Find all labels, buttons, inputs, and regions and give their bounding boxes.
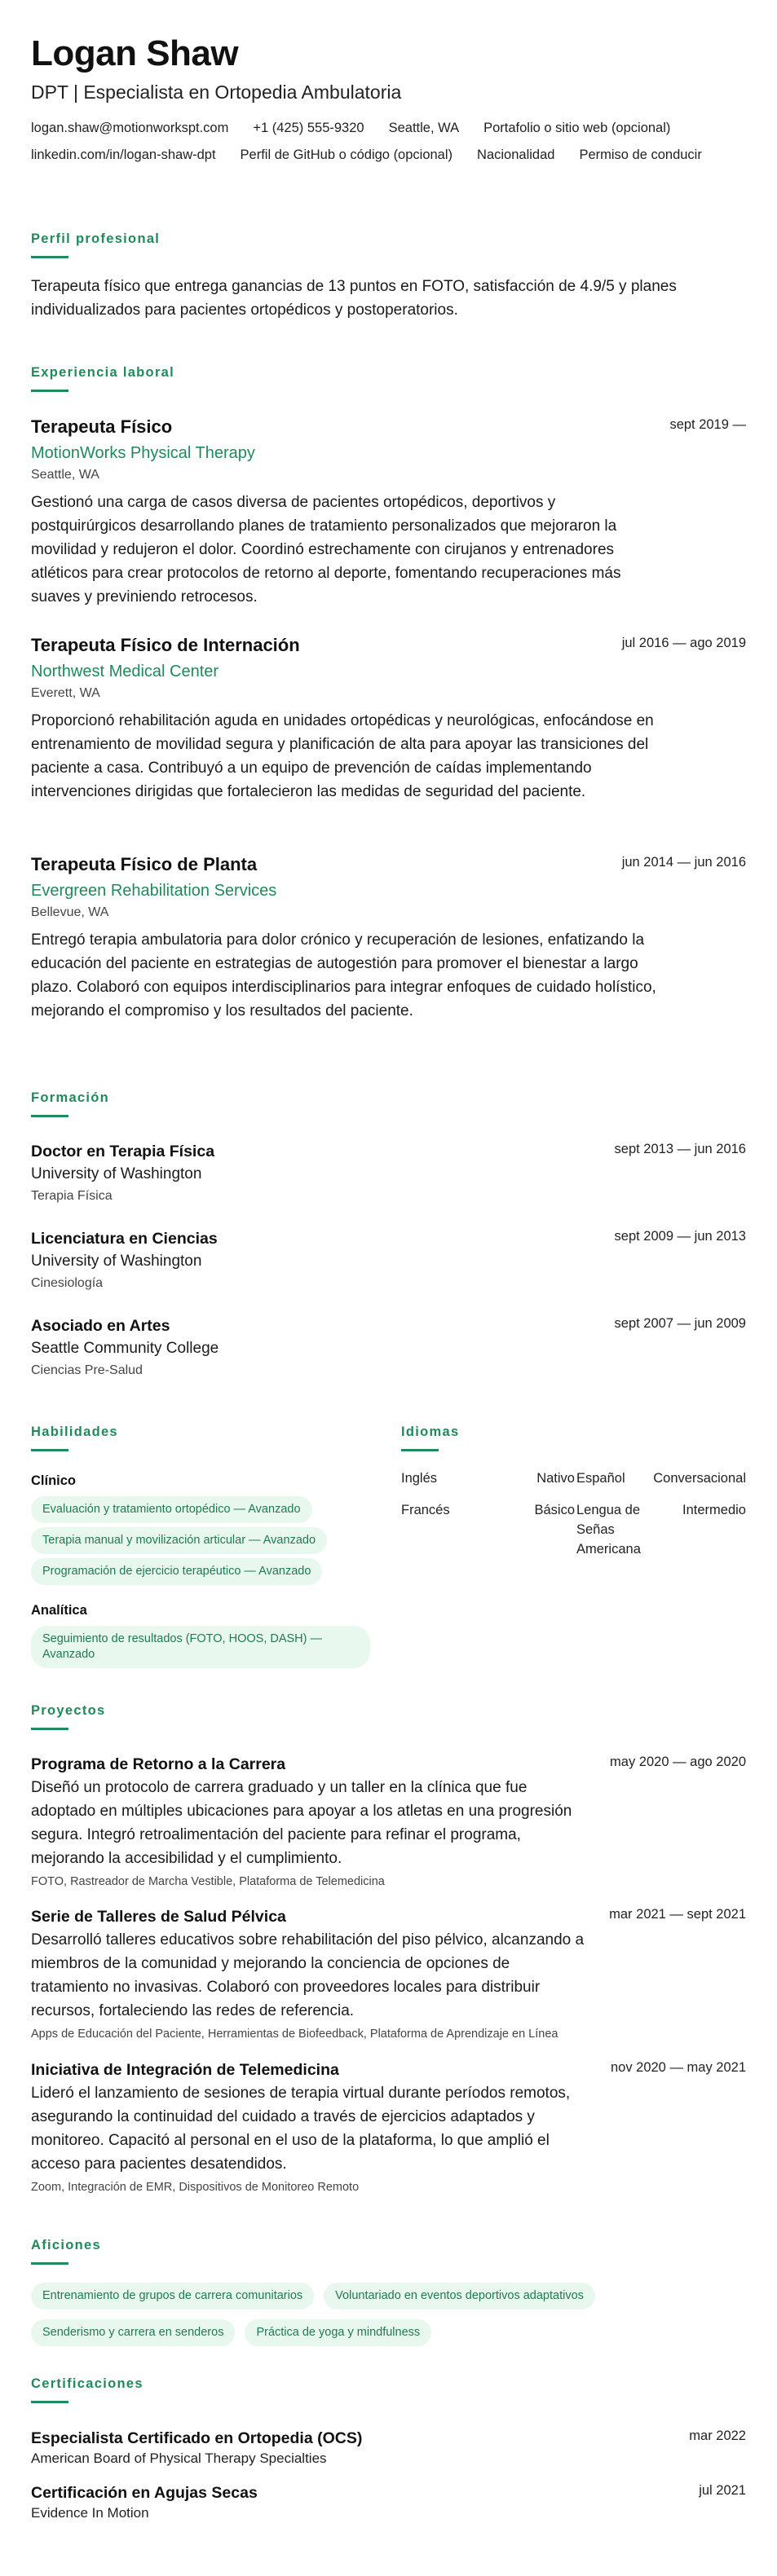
skill-tag: Seguimiento de resultados (FOTO, HOOS, DASH) — Avanzado: [31, 1626, 370, 1668]
job-description: Gestionó una carga de casos diversa de pacientes ortopédicos, deportivos y postquirúrgicos desarrollando planes de tratamiento personalizados que mejoraron la movilidad y redujeron el dolor. Coordinó estrechamente con cirujanos y entrenadores atléticos para crear protocolos de retorno al deporte, fomentando recuperaciones más suaves y previniendo retrocesos.: [31, 494, 621, 605]
skill-category: Analítica: [31, 1603, 87, 1618]
project-title: Iniciativa de Integración de Telemedicina: [31, 2061, 339, 2079]
certification-issuer: American Board of Physical Therapy Specialties: [31, 2451, 327, 2466]
language-name: Francés: [401, 1503, 450, 1517]
certification-date: jul 2021: [699, 2483, 746, 2498]
education-degree: Doctor en Terapia Física: [31, 1143, 215, 1160]
language-level: Nativo: [536, 1471, 575, 1486]
education-section: [31, 1089, 746, 1117]
hobby-tag-list: [31, 2283, 700, 2346]
education-field: Cinesiología: [31, 1276, 104, 1290]
skill-tag-list: [31, 1496, 373, 1585]
education-school: University of Washington: [31, 1253, 202, 1270]
education-degree: Licenciatura en Ciencias: [31, 1230, 218, 1248]
contact-email[interactable]: logan.shaw@motionworkspt.com: [31, 121, 229, 135]
hobbies-section: [31, 2236, 746, 2346]
skills-languages-row: [31, 1423, 746, 1667]
hobby-tag: Práctica de yoga y mindfulness: [245, 2319, 431, 2346]
job-location: Everett, WA: [31, 686, 100, 700]
language-name: Lengua de Señas Americana: [576, 1503, 641, 1557]
contact-portfolio[interactable]: Portafolio o sitio web (opcional): [483, 121, 671, 135]
education-date: sept 2013 — jun 2016: [614, 1142, 746, 1156]
contact-list: [31, 119, 732, 164]
section-title-certifications: Certificaciones: [31, 2376, 143, 2391]
job-company: Evergreen Rehabilitation Services: [31, 882, 277, 900]
candidate-name: Logan Shaw: [31, 33, 239, 73]
job-title: Terapeuta Físico de Planta: [31, 854, 258, 874]
section-divider: [31, 2401, 68, 2403]
project-description: Desarrolló talleres educativos sobre rehabilitación del piso pélvico, alcanzando a miembros de la comunidad y mejorando la conciencia de opciones de tratamiento no invasivas. Colaboró con proveedores locales para distribuir recursos, fortaleciendo las redes de referencia.: [31, 1931, 585, 2019]
contact-github[interactable]: Perfil de GitHub o código (opcional): [240, 148, 453, 162]
project-entry: [31, 1906, 746, 2042]
candidate-headline: DPT | Especialista en Ortopedia Ambulatoria: [31, 81, 402, 103]
skill-tag: Evaluación y tratamiento ortopédico — Avanzado: [31, 1496, 312, 1523]
skill-category: Clínico: [31, 1473, 77, 1488]
education-degree: Asociado en Artes: [31, 1317, 170, 1335]
project-technologies: FOTO, Rastreador de Marcha Vestible, Plataforma de Telemedicina: [31, 1875, 385, 1888]
job-company: Northwest Medical Center: [31, 663, 219, 680]
contact-driving-license: Permiso de conducir: [579, 148, 702, 162]
job-title: Terapeuta Físico de Internación: [31, 635, 300, 655]
certification-name: Especialista Certificado en Ortopedia (OCS): [31, 2429, 363, 2447]
job-description: Entregó terapia ambulatoria para dolor crónico y recuperación de lesiones, enfatizando la educación del paciente en estrategias de autogestión para promover el bienestar a largo plazo. Colaboró con equipos interdisciplinarios para integrar enfoques de cuidado holístico, mejorando el compromiso y los resultados del paciente.: [31, 931, 656, 1019]
project-technologies: Apps de Educación del Paciente, Herramientas de Biofeedback, Plataforma de Aprendizaje en Línea: [31, 2028, 558, 2041]
summary-text: Terapeuta físico que entrega ganancias de 13 puntos en FOTO, satisfacción de 4.9/5 y planes individualizados para pacientes ortopédicos y postoperatorios.: [31, 278, 677, 319]
contact-phone[interactable]: +1 (425) 555-9320: [253, 121, 364, 135]
languages-section: [401, 1423, 746, 1557]
project-date: nov 2020 — may 2021: [610, 2060, 746, 2075]
section-divider: [31, 1115, 68, 1117]
job-location: Seattle, WA: [31, 468, 99, 482]
education-entry: [31, 1141, 746, 1205]
certifications-section: [31, 2375, 746, 2403]
job-description: Proporcionó rehabilitación aguda en unidades ortopédicas y neurológicas, enfocándose en entrenamiento de movilidad segura y planificación de alta para apoyar las transiciones del paciente a casa. Contribuyó a un equipo de prevención de caídas implementando intervenciones dirigidas que fortalecieron las medidas de seguridad del paciente.: [31, 712, 654, 800]
section-divider: [31, 1728, 68, 1730]
section-divider: [31, 390, 68, 392]
project-title: Programa de Retorno a la Carrera: [31, 1755, 286, 1773]
certification-issuer: Evidence In Motion: [31, 2505, 149, 2521]
certification-entry: [31, 2482, 746, 2522]
section-divider: [31, 2262, 68, 2265]
skill-tag: Terapia manual y movilización articular — Avanzado: [31, 1527, 327, 1554]
projects-section: [31, 1702, 746, 1730]
education-date: sept 2007 — jun 2009: [614, 1316, 746, 1331]
skill-tag: Programación de ejercicio terapéutico — Avanzado: [31, 1558, 322, 1585]
certification-name: Certificación en Agujas Secas: [31, 2484, 258, 2502]
project-description: Diseñó un protocolo de carrera graduado y un taller en la clínica que fue adoptado en múltiples ubicaciones para apoyar a los atletas en una progresión segura. Integró retroalimentación del paciente para refinar el programa, mejorando la accesibilidad y el cumplimiento.: [31, 1779, 572, 1867]
section-title-experience: Experiencia laboral: [31, 365, 175, 380]
certification-date: mar 2022: [689, 2428, 746, 2443]
summary-section: [31, 230, 746, 322]
language-level: Intermedio: [682, 1503, 746, 1517]
job-entry: [31, 416, 746, 609]
project-title: Serie de Talleres de Salud Pélvica: [31, 1908, 286, 1926]
section-divider: [31, 256, 68, 258]
education-date: sept 2009 — jun 2013: [614, 1229, 746, 1244]
project-technologies: Zoom, Integración de EMR, Dispositivos de Monitoreo Remoto: [31, 2181, 360, 2194]
section-title-skills: Habilidades: [31, 1425, 118, 1439]
hobby-tag: Voluntariado en eventos deportivos adaptativos: [324, 2283, 595, 2310]
section-title-hobbies: Aficiones: [31, 2238, 101, 2252]
education-school: Seattle Community College: [31, 1340, 219, 1357]
education-entry: [31, 1315, 746, 1380]
skills-section: [31, 1423, 373, 1668]
job-entry: [31, 634, 746, 804]
job-date: jul 2016 — ago 2019: [621, 636, 746, 650]
job-date: jun 2014 — jun 2016: [621, 855, 746, 870]
job-title: Terapeuta Físico: [31, 416, 173, 437]
language-level: Conversacional: [653, 1471, 746, 1486]
section-title-projects: Proyectos: [31, 1703, 106, 1718]
project-date: may 2020 — ago 2020: [610, 1755, 746, 1769]
language-name: Español: [576, 1471, 625, 1486]
section-divider: [31, 1449, 68, 1451]
contact-nationality: Nacionalidad: [477, 148, 555, 162]
job-location: Bellevue, WA: [31, 905, 109, 919]
project-entry: [31, 1754, 746, 1890]
section-title-summary: Perfil profesional: [31, 231, 161, 246]
skill-tag-list: [31, 1626, 373, 1668]
section-title-education: Formación: [31, 1090, 110, 1105]
contact-location: Seattle, WA: [388, 121, 460, 135]
education-entry: [31, 1228, 746, 1292]
language-level: Básico: [534, 1503, 575, 1517]
section-title-languages: Idiomas: [401, 1425, 460, 1439]
education-field: Terapia Física: [31, 1189, 113, 1203]
section-divider: [401, 1449, 439, 1451]
hobby-tag: Entrenamiento de grupos de carrera comunitarios: [31, 2283, 314, 2310]
education-field: Ciencias Pre-Salud: [31, 1363, 143, 1377]
job-company: MotionWorks Physical Therapy: [31, 444, 255, 462]
resume-header: [31, 33, 746, 164]
certification-entry: [31, 2428, 746, 2468]
project-date: mar 2021 — sept 2021: [609, 1907, 746, 1922]
experience-section: [31, 363, 746, 392]
hobby-tag: Senderismo y carrera en senderos: [31, 2319, 235, 2346]
contact-linkedin[interactable]: linkedin.com/in/logan-shaw-dpt: [31, 148, 216, 162]
project-entry: [31, 2059, 746, 2195]
education-school: University of Washington: [31, 1165, 202, 1182]
project-description: Lideró el lanzamiento de sesiones de terapia virtual durante períodos remotos, asegurando la continuidad del cuidado a través de ejercicios adaptados y monitoreo. Capacitó al personal en el uso de la plataforma, lo que amplió el acceso para pacientes desatendidos.: [31, 2085, 571, 2173]
job-entry: [31, 853, 746, 1023]
language-name: Inglés: [401, 1471, 438, 1486]
job-date: sept 2019 —: [669, 417, 746, 432]
